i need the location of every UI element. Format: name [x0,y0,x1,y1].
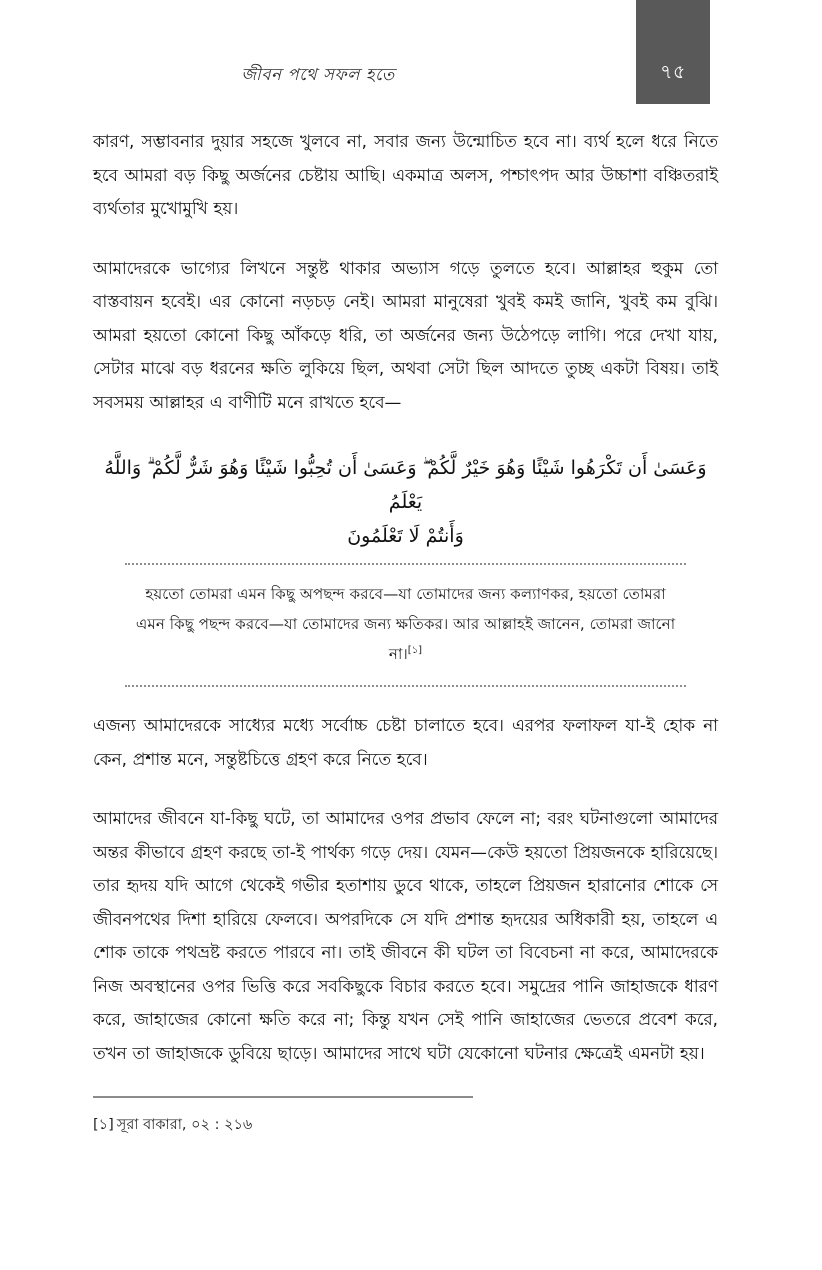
arabic-verse-line-1: وَعَسَىٰ أَن تَكْرَهُوا شَيْئًا وَهُوَ خَيْرٌ لَّكُمْ ۖ وَعَسَىٰ أَن تُحِبُّوا شَيْئًا وَهُوَ شَرٌّ لَّكُمْ ۗ وَاللَّهُ يَعْلَمُ [104,457,707,513]
paragraph-4: আমাদের জীবনে যা-কিছু ঘটে, তা আমাদের ওপর প্রভাব ফেলে না; বরং ঘটনাগুলো আমাদের অন্তর কীভাবে গ্রহণ করছে তা-ই পার্থক্য গড়ে দেয়। যেমন—কেউ হয়তো প্রিয়জনকে হারিয়েছে। তার হৃদয় যদি আগে থেকেই গভীর হতাশায় ডুবে থাকে, তাহলে প্রিয়জন হারানোর শোকে সে জীবনপথের দিশা হারিয়ে ফেলবে। অপরদিকে সে যদি প্রশান্ত হৃদয়ের অধিকারী হয়, তাহলে এ শোক তাকে পথভ্রষ্ট করতে পারবে না। তাই জীবনে কী ঘটল তা বিবেচনা না করে, আমাদেরকে নিজ অবস্থানের ওপর ভিত্তি করে সবকিছুকে বিচার করতে হবে। সমুদ্রের পানি জাহাজকে ধারণ করে, জাহাজের কোনো ক্ষতি করে না; কিন্তু যখন সেই পানি জাহাজের ভেতরে প্রবেশ করে, তখন তা জাহাজকে ডুবিয়ে ছাড়ে। আমাদের সাথে ঘটা যেকোনো ঘটনার ক্ষেত্রেই এমনটা হয়। [93,808,718,1063]
page-number-block [636,0,710,104]
verse-translation-text: হয়তো তোমরা এমন কিছু অপছন্দ করবে—যা তোমাদের জন্য কল্যাণকর, হয়তো তোমরা এমন কিছু পছন্দ করবে—যা তোমাদের জন্য ক্ষতিকর। আর আল্লাহই জানেন, তোমরা জানো না। [135,585,676,663]
footnote-entry [93,1114,718,1136]
footnote-citation: সূরা বাকারা, ০২ : ২১৬ [116,1117,253,1133]
footnote-area [93,1096,718,1136]
quran-quotation-block [93,445,718,687]
page-number: ৭৫ [660,61,686,83]
verse-translation [93,565,718,685]
dotted-rule-bottom [125,685,686,687]
page-content [93,125,718,1070]
paragraph-1: কারণ, সম্ভাবনার দুয়ার সহজে খুলবে না, সবার জন্য উন্মোচিত হবে না। ব্যর্থ হলে ধরে নিতে হবে আমরা বড় কিছু অর্জনের চেষ্টায় আছি। একমাত্র অলস, পশ্চাৎপদ আর উচ্চাশা বঞ্চিতরাই ব্যর্থতার মুখোমুখি হয়। [93,131,718,218]
arabic-verse [93,445,718,563]
arabic-verse-line-2: وَأَنتُمْ لَا تَعْلَمُونَ [347,525,464,547]
paragraph-3: এজন্য আমাদেরকে সাধ্যের মধ্যে সর্বোচ্চ চেষ্টা চালাতে হবে। এরপর ফলাফল যা-ই হোক না কেন, প্রশান্ত মনে, সন্তুষ্টচিত্তে গ্রহণ করে নিতে হবে। [93,715,718,769]
running-head-title: জীবন পথে সফল হতে [241,65,395,84]
footnote-separator-rule [93,1096,473,1098]
footnote-marker: [১] [93,1117,114,1133]
paragraph-2: আমাদেরকে ভাগ্যের লিখনে সন্তুষ্ট থাকার অভ্যাস গড়ে তুলতে হবে। আল্লাহর হুকুম তো বাস্তবায়ন হবেই। এর কোনো নড়চড় নেই। আমরা মানুষেরা খুবই কমই জানি, খুবই কম বুঝি। আমরা হয়তো কোনো কিছু আঁকড়ে ধরি, তা অর্জনের জন্য উঠেপড়ে লাগি। পরে দেখা যায়, সেটার মাঝে বড় ধরনের ক্ষতি লুকিয়ে ছিল, অথবা সেটা ছিল আদতে তুচ্ছ একটা বিষয়। তাই সবসময় আল্লাহর এ বাণীটি মনে রাখতে হবে— [93,257,718,412]
footnote-reference-marker[interactable]: [১] [407,644,423,656]
